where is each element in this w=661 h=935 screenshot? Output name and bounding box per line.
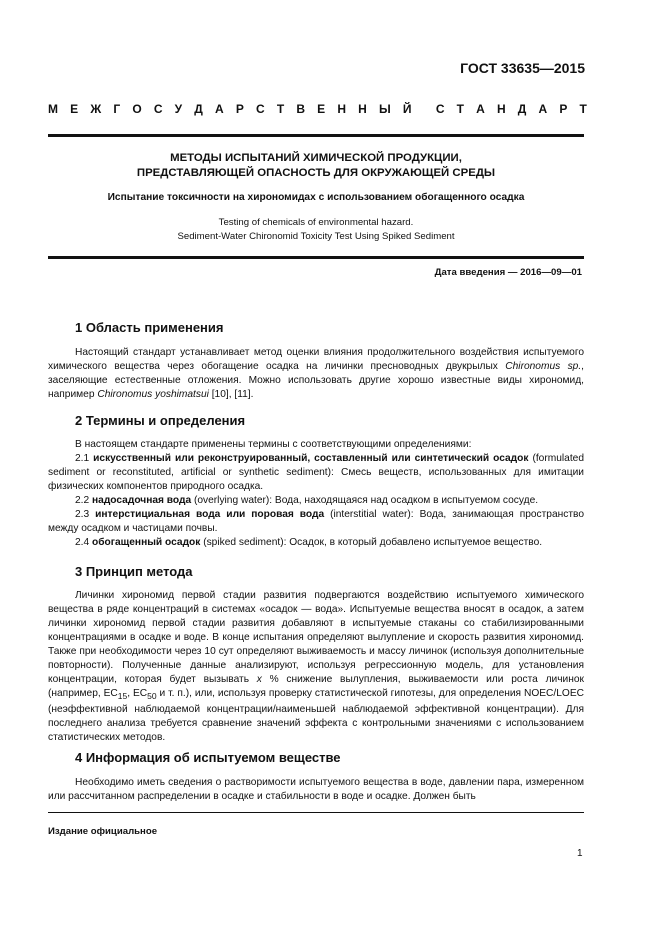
introduction-date: Дата введения — 2016—09—01	[434, 267, 582, 278]
document-title: МЕТОДЫ ИСПЫТАНИЙ ХИМИЧЕСКОЙ ПРОДУКЦИИ, ПРЕДСТАВЛЯЮЩЕЙ ОПАСНОСТЬ ДЛЯ ОКРУЖАЮЩЕЙ СРЕДЫ	[136, 152, 496, 179]
section-4-paragraph: Необходимо иметь сведения о растворимости испытуемого вещества в воде, давлении пара, измеренном или рассчитанном распределении в осадке и стабильности в воде и осадке. Должен быть	[48, 777, 584, 802]
section-1-heading: 1 Область применения	[75, 320, 224, 335]
interstate-letter: У	[174, 102, 183, 116]
interstate-letter: Т	[456, 102, 464, 116]
interstate-letter: А	[214, 102, 224, 116]
edition-label: Издание официальное	[48, 826, 158, 837]
document-subtitle: Испытание токсичности на хирономидах с использованием обогащенного осадка	[107, 192, 525, 203]
interstate-letter: Ы	[378, 102, 391, 116]
interstate-letter: Н	[496, 102, 506, 116]
interstate-standard-label	[48, 102, 587, 116]
section-4-heading: 4 Информация об испытуемом веществе	[75, 750, 341, 765]
interstate-letter: Й	[402, 102, 412, 116]
interstate-letter: С	[435, 102, 445, 116]
interstate-letter: С	[153, 102, 163, 116]
document-code: ГОСТ 33635—2015	[460, 60, 585, 76]
interstate-letter: Т	[579, 102, 587, 116]
interstate-letter: Е	[317, 102, 326, 116]
interstate-letter: Д	[517, 102, 527, 116]
interstate-letter: А	[538, 102, 548, 116]
page-number: 1	[577, 848, 583, 859]
interstate-letter: Р	[559, 102, 568, 116]
english-title: Testing of chemicals of environmental hazard. Sediment-Water Chironomid Toxicity Test Using Spiked Sediment	[177, 217, 455, 242]
interstate-letter: Е	[70, 102, 79, 116]
term-2-1: 2.1 искусственный или реконструированный, составленный или синтетический осадок (formulated sediment or reconstituted, artificial or synthetic sediment): Смесь веществ, использованных для имитации физических компонентов природного осадка.	[48, 453, 584, 492]
interstate-letter: Р	[235, 102, 244, 116]
interstate-letter: Н	[337, 102, 346, 116]
interstate-letter: С	[255, 102, 265, 116]
footer-rule	[48, 812, 584, 813]
interstate-letter: Д	[194, 102, 203, 116]
interstate-letter: Н	[358, 102, 367, 116]
interstate-letter: М	[48, 102, 58, 116]
section-3-heading: 3 Принцип метода	[75, 564, 193, 579]
section-1-paragraph: Настоящий стандарт устанавливает метод оценки влияния продолжительного воздействия испытуемого химического вещества через обогащение осадка на личинки пресноводных двукрылых Chironomus sp., заселяющие естественные отложения. Можно использовать другие хорошо известные виды хирономид, например Chironomus yoshimatsui [10], [11].	[48, 347, 585, 400]
interstate-letter: О	[132, 102, 142, 116]
interstate-letter: Г	[113, 102, 121, 116]
term-2-2: 2.2 надосадочная вода (overlying water): Вода, находящаяся над осадком в испытуемом сосуде.	[75, 495, 539, 506]
interstate-letter: Т	[276, 102, 285, 116]
section-2-heading: 2 Термины и определения	[75, 413, 246, 428]
term-2-4: 2.4 обогащенный осадок (spiked sediment): Осадок, в который добавлено испытуемое вещество.	[75, 537, 543, 548]
interstate-letter: В	[296, 102, 305, 116]
title-rule	[48, 256, 584, 259]
section-3-paragraph: Личинки хирономид первой стадии развития подвергаются воздействию испытуемого химического вещества в ряде концентраций в системах «осадок — вода». Испытуемые вещества вносят в осадок, а затем личинки хирономид первой стадии развития добавляют в испытуемые стаканы со стабилизированными концентрациями в осадке и воде. В конце испытания определяют вылупление и скорость развития хирономид. Также при необходимости через 10 сут определяют выживаемость и массу личинок (используя дополнительные повторности). Полученные данные анализируют, используя регрессионную модель, для установления концентрации, которая будет вызывать x % снижение вылупления, выживаемости или роста личинок (например, $EC_{15}$, $EC_{50}$ и т. п.), или, используя проверку статистической гипотезы, для определения NOEC/LOEC (неэффективной наблюдаемой концентрации/наименьшей наблюдаемой эффективной концентрации). Для последнего анализа требуется сравнение значений эффекта с контрольными значениями с использованием статистических методов.	[48, 590, 584, 744]
header-rule	[48, 134, 584, 137]
interstate-letter: А	[476, 102, 485, 116]
term-2-3: 2.3 интерстициальная вода или поровая вода (interstitial water): Вода, занимающая пространство между осадком и частицами почвы.	[48, 509, 584, 534]
interstate-letter: Ж	[90, 102, 102, 116]
section-2-intro: В настоящем стандарте применены термины с соответствующими определениями:	[75, 439, 472, 450]
